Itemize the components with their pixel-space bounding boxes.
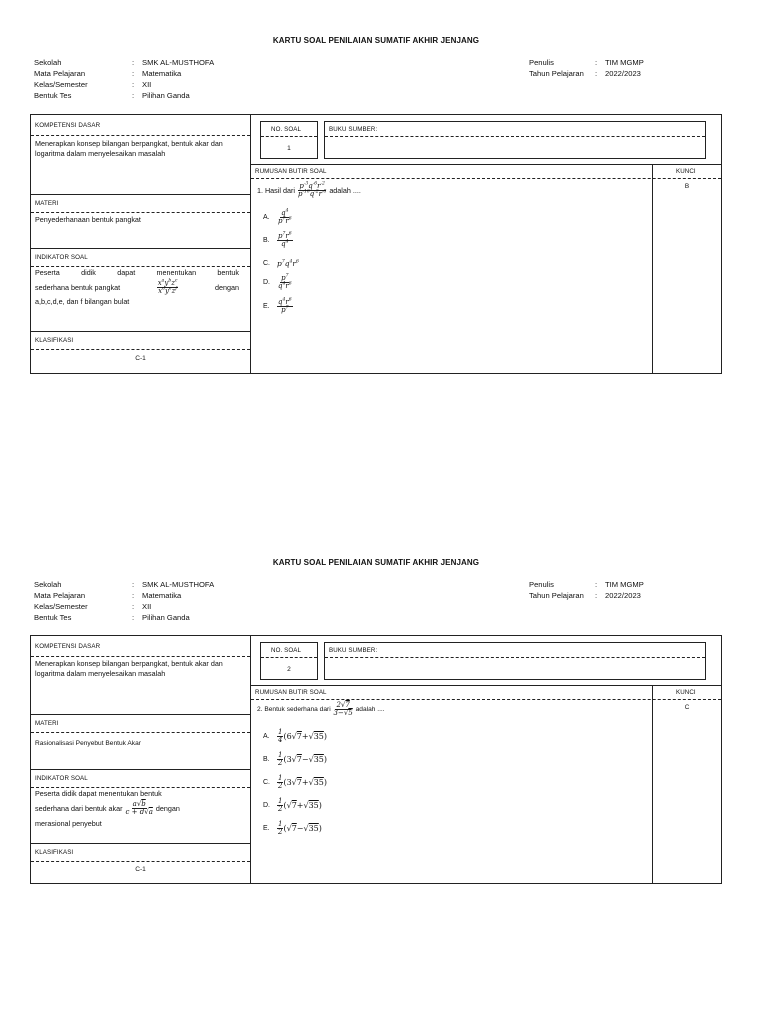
label-sekolah: Sekolah: [34, 580, 62, 589]
card-title: KARTU SOAL PENILAIAN SUMATIF AKHIR JENJANG: [272, 558, 480, 567]
klasifikasi-value: C-1: [135, 866, 146, 873]
klasifikasi-value: C-1: [135, 355, 146, 362]
option-a[interactable]: A. $\frac{1}{4}$ (6√7+√35): [263, 728, 327, 744]
card-table: [30, 635, 722, 884]
value-tahun: 2022/2023: [605, 69, 641, 78]
label-tahun: Tahun Pelajaran: [529, 591, 584, 600]
label-bentuk: Bentuk Tes: [34, 613, 72, 622]
indikator-formula: $\frac{a√b}{c + d√a}$: [125, 800, 153, 816]
value-tahun: 2022/2023: [605, 591, 641, 600]
option-b[interactable]: B. $\frac{p^7r^6}{q^4}$: [263, 231, 292, 248]
question-card-2: [30, 558, 722, 888]
value-sekolah: SMK AL-MUSTHOFA: [142, 580, 215, 589]
no-soal-value: 2: [287, 666, 291, 673]
value-kelas: XII: [142, 80, 152, 89]
indikator-line-1: Peserta didik dapat menentukan bentuk: [35, 789, 162, 798]
value-mapel: Matematika: [142, 69, 182, 78]
materi-label: MATERI: [35, 720, 59, 727]
kompetensi-label: KOMPETENSI DASAR: [35, 122, 101, 129]
indikator-line-2: sederhana dari bentuk akar $\frac{a√b}{c + d√a}$ dengan: [35, 800, 180, 816]
card-title: KARTU SOAL PENILAIAN SUMATIF AKHIR JENJANG: [272, 36, 480, 45]
indikator-label: INDIKATOR SOAL: [35, 775, 88, 782]
option-c[interactable]: C. $\frac{1}{2}$ (3√7+√35): [263, 774, 327, 790]
kompetensi-text: Menerapkan konsep bilangan berpangkat, bentuk akar dan logaritma dalam menyelesaikan masalah: [35, 659, 223, 678]
value-penulis: TIM MGMP: [605, 580, 644, 589]
indikator-line-1: Peserta didik dapat menentukan bentuk: [35, 268, 239, 277]
rumusan-label: RUMUSAN BUTIR SOAL: [255, 168, 327, 175]
option-d[interactable]: D. $\frac{1}{2}$ (√7+√35): [263, 797, 322, 813]
no-soal-label: NO. SOAL: [271, 647, 302, 654]
indikator-text: [35, 268, 239, 307]
indikator-formula: $\frac{x^ay^bz^c}{x^dy^ez^f}$: [157, 278, 178, 295]
klasifikasi-label: KLASIFIKASI: [35, 337, 74, 344]
value-penulis: TIM MGMP: [605, 58, 644, 67]
option-a[interactable]: A. $\frac{q^4}{p^7r^6}$: [263, 208, 292, 225]
option-d[interactable]: D. $\frac{p^7}{q^4r^6}$: [263, 273, 292, 290]
value-kelas: XII: [142, 602, 152, 611]
question-stem: 1. Hasil dari $\frac{p^{-3}q^{-6}r^{-2}}{p^{-10}q^{-2}r^{-8}}$ adalah ....: [257, 181, 361, 198]
no-soal-label: NO. SOAL: [271, 126, 302, 133]
label-tahun: Tahun Pelajaran: [529, 69, 584, 78]
label-mapel: Mata Pelajaran: [34, 591, 86, 600]
buku-sumber-label: BUKU SUMBER:: [329, 647, 378, 654]
indikator-text: [35, 789, 245, 829]
no-soal-box: [260, 642, 318, 680]
label-penulis: Penulis: [529, 580, 554, 589]
label-sekolah: Sekolah: [34, 58, 62, 67]
kunci-value: B: [684, 183, 690, 190]
value-sekolah: SMK AL-MUSTHOFA: [142, 58, 215, 67]
header-right: Penulis : TIM MGMP Tahun Pelajaran : 2022/2023: [529, 580, 644, 600]
no-soal-box: [260, 121, 318, 159]
label-bentuk: Bentuk Tes: [34, 91, 72, 100]
kunci-label: KUNCI: [676, 689, 696, 696]
question-stem: 2. Bentuk sederhana dari $\frac{2√7}{3-√5}$ adalah ....: [257, 701, 385, 717]
label-kelas: Kelas/Semester: [34, 602, 88, 611]
kompetensi-label: KOMPETENSI DASAR: [35, 643, 101, 650]
indikator-line-2: sederhana bentuk pangkat $\frac{x^ay^bz^c}{x^dy^ez^f}$ dengan: [35, 278, 239, 295]
rumusan-label: RUMUSAN BUTIR SOAL: [255, 689, 327, 696]
option-e[interactable]: E. $\frac{1}{2}$ (√7−√35): [263, 820, 322, 836]
option-b[interactable]: B. $\frac{1}{2}$ (3√7−√35): [263, 751, 327, 767]
label-mapel: Mata Pelajaran: [34, 69, 86, 78]
header-right: Penulis : TIM MGMP Tahun Pelajaran : 2022/2023: [529, 58, 644, 78]
buku-sumber-box: [324, 121, 706, 159]
question-formula: $\frac{p^{-3}q^{-6}r^{-2}}{p^{-10}q^{-2}r^{-8}}$: [297, 181, 327, 198]
kompetensi-text: Menerapkan konsep bilangan berpangkat, bentuk akar dan logaritma dalam menyelesaikan masalah: [35, 139, 223, 158]
kunci-label: KUNCI: [676, 168, 696, 175]
indikator-label: INDIKATOR SOAL: [35, 254, 88, 261]
option-c[interactable]: C. $p^7q^4r^6$: [263, 259, 299, 268]
value-mapel: Matematika: [142, 591, 182, 600]
indikator-line-3: merasional penyebut: [35, 819, 102, 828]
kunci-value: C: [684, 704, 690, 711]
question-formula: $\frac{2√7}{3-√5}$: [333, 701, 353, 717]
card-table: [30, 114, 722, 374]
question-card-1: [30, 36, 722, 376]
indikator-line-3: a,b,c,d,e, dan f bilangan bulat: [35, 297, 130, 306]
header-left: Sekolah : SMK AL-MUSTHOFA Mata Pelajaran : Matematika Kelas/Semester : XII Bentuk Tes : Pilihan Ganda: [34, 580, 215, 622]
label-penulis: Penulis: [529, 58, 554, 67]
option-e[interactable]: E. $\frac{q^4r^6}{p^7}$: [263, 297, 292, 314]
header-left: Sekolah : SMK AL-MUSTHOFA Mata Pelajaran : Matematika Kelas/Semester : XII Bentuk Tes : Pilihan Ganda: [34, 58, 215, 100]
materi-text: Penyederhanaan bentuk pangkat: [35, 215, 141, 224]
klasifikasi-label: KLASIFIKASI: [35, 849, 74, 856]
materi-label: MATERI: [35, 200, 59, 207]
label-kelas: Kelas/Semester: [34, 80, 88, 89]
value-bentuk: Pilihan Ganda: [142, 91, 190, 100]
no-soal-value: 1: [287, 145, 291, 152]
materi-text: Rasionalisasi Penyebut Bentuk Akar: [35, 740, 141, 747]
buku-sumber-label: BUKU SUMBER:: [329, 126, 378, 133]
buku-sumber-box: [324, 642, 706, 680]
value-bentuk: Pilihan Ganda: [142, 613, 190, 622]
